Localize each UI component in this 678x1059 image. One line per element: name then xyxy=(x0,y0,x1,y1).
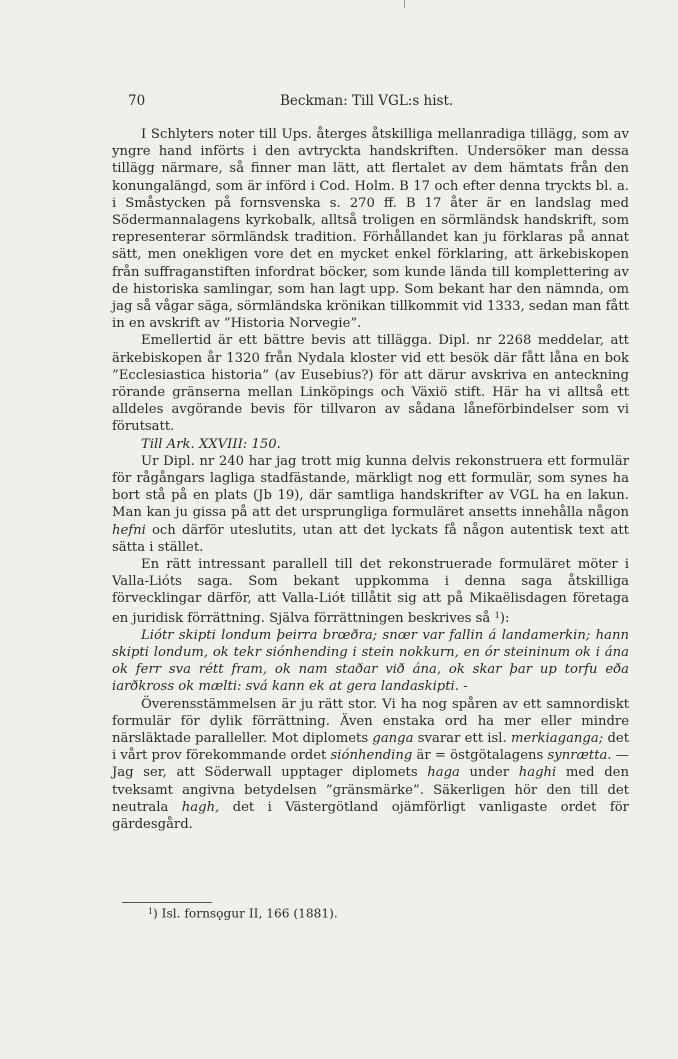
paragraph-5 xyxy=(112,696,629,834)
paragraph-5-text-d: är = östgötalagens xyxy=(416,748,544,764)
italic-term-haga: haga xyxy=(427,765,460,781)
paragraph-5-text-h: det i Västergötland ojämförligt vanligaste ordet för gärdesgård. xyxy=(112,799,629,832)
saga-quotation-text: Liótr skipti londum þeirra brœðra; snœr var fallin á landamerkin; hann skipti londum, ok tekr siónhending i stein nokkurn, en ór steininum ok i ána ok ferr sva rétt fram, ok nam staðar við ána, ok skar þar up torfu eða iarðkross ok mælti: svá kann ek at gera landaskipti. xyxy=(112,627,629,695)
italic-term-synraetta: synrætta. xyxy=(547,748,612,764)
italic-term-haghi: haghi xyxy=(518,765,557,781)
paragraph-3-text-a: Ur Dipl. nr 240 har jag trott mig kunna delvis rekonstruera ett formulär för rågångars lagliga stadfästande, märkligt nog ett formulär, som synes ha bort stå på en plats (Jb 19), där samtliga handskrifter av VGL ha en lakun. Man kan ju gissa på att det ursprungliga formuläret ansetts innehålla någon xyxy=(112,453,629,521)
paragraph-5-text-g: med den tveksamt angivna betydelsen ”gränsmärke”. Säkerligen hör den till det neutrala xyxy=(112,765,629,815)
quotation-tail-mark: - xyxy=(463,679,468,695)
paragraph-5-text-f: under xyxy=(469,765,510,781)
paragraph-4: En rätt intressant parallell till det rekonstruerade formuläret möter i Valla-Lióts saga. Som bekant uppkomma i denna saga åtskilliga förvecklingar därför, att Valla-Lióŧ tillåtit sig att på Mikaëlisdagen företaga en juridisk förrättning. Själva förrättningen beskrives så $^1$): xyxy=(112,557,629,626)
paragraph-3-italic-word: hefni xyxy=(112,522,146,538)
paragraph-5-text-c: det i vårt prov förekommande ordet xyxy=(112,730,629,764)
footnote-text: ) Isl. fornsǫgur II, 166 (1881). xyxy=(153,906,338,921)
italic-term-ganga: ganga xyxy=(372,730,414,746)
paragraph-1: I Schlyters noter till Ups. återges åtskilliga mellanradiga tillägg, som av yngre hand införts i den avtryckta handskriften. Undersöker man dessa tillägg närmare, så finner man lätt, att flertalet av dem hämtats från den konungalängd, som är införd i Cod. Holm. B 17 och efter denna tryckts bl. a. i Småstycken på fornsvenska s. 270 ff. B 17 åter är en landslag med Södermannalagens kyrkobalk, alltså troligen en sörmländsk handskrift, som representerar sörmländsk tradition. Förhållandet kan ju förklaras på annat sätt, men onekligen vore det en mycket enkel förklaring, att ärkebiskopen från suffraganstiften infordrat böcker, som kunde lända till komplettering av de historiska samlingar, som han lagt upp. Som bekant har den nämnda, om jag så vågar säga, sörmländska krönikan tillkommit vid 1333, sedan man fått in en avskrift av ”Historia Norvegie”. xyxy=(112,127,629,332)
paragraph-5-text-a: Överensstämmelsen är ju rätt stor. Vi ha nog spåren av ett samnordiskt formulär för dylik förrättning. Även enstaka ord ha mer eller mindre närsläktade paralleller. Mot diplomets xyxy=(112,696,629,746)
footnote-divider xyxy=(122,902,212,903)
italic-term-sionhending: siónhending xyxy=(330,748,413,764)
paragraph-4-text: En rätt intressant parallell till det rekonstruerade formuläret möter i Valla-Lióts saga. Som bekant uppkomma i denna saga åtskilliga förvecklingar därför, att Valla-Lióŧ tillåtit sig att på Mikaëlisdagen företaga en juridisk förrättning. Själva förrättningen beskrives så xyxy=(112,557,629,626)
footnote-number: 1 xyxy=(148,907,154,916)
saga-quotation xyxy=(112,627,629,696)
running-title: Beckman: Till VGL:s hist. xyxy=(280,93,454,109)
footnote-marker: 1 xyxy=(494,610,500,621)
footnote xyxy=(148,904,608,922)
paragraph-5-text-b: svarar ett isl. xyxy=(417,730,507,746)
body-text xyxy=(112,126,629,833)
page-number: 70 xyxy=(128,93,146,109)
italic-term-merkiaganga: merkiaganga; xyxy=(510,730,604,746)
paragraph-2: Emellertid är ett bättre bevis att tillägga. Dipl. nr 2268 meddelar, att ärkebiskopen år 1320 från Nydala kloster vid ett besök där fått låna en bok ”Ecclesiastica historia” (av Eusebius?) för att därur avskriva en anteckning rörande gränserna mellan Linköpings och Växiö stift. Här ha vi alltså ett alldeles avgörande bevis för tillvaron av sådana låneförbindelser som vi förutsatt. xyxy=(112,333,629,435)
paragraph-3 xyxy=(112,453,629,556)
section-reference xyxy=(112,436,629,453)
paragraph-5-text-e: — Jag ser, att Söderwall upptager diplomets xyxy=(112,748,629,781)
scan-artifact xyxy=(404,0,405,8)
section-reference-text: Till Ark. XXVIII: 150. xyxy=(141,436,281,452)
italic-term-hagh: hagh, xyxy=(181,799,220,815)
paragraph-3-text-b: och därför uteslutits, utan att det lyckats få någon autentisk text att sätta i stället. xyxy=(112,522,629,555)
page-header xyxy=(122,93,630,111)
